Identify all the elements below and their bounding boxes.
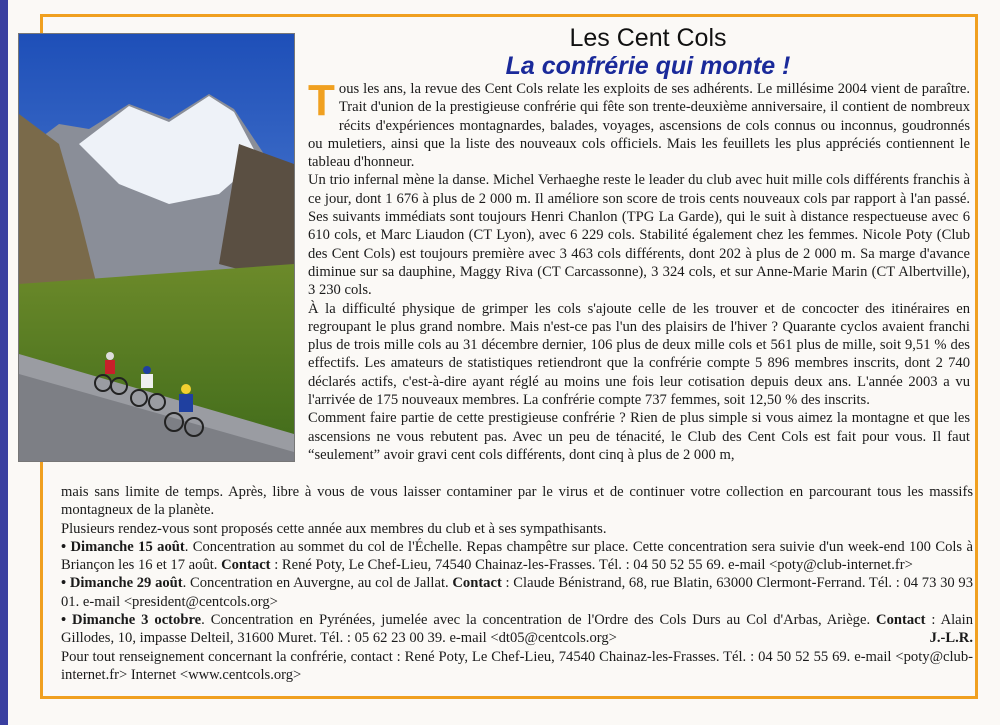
article-header bbox=[423, 24, 873, 80]
article-column bbox=[308, 76, 970, 464]
event-item: • Dimanche 15 août. Concentration au sommet du col de l'Échelle. Repas champêtre sur place. Cette concentration sera suivie d'un week-end 100 Cols à Briançon les 16 et 17 août. Contact : René Poty, Le Chef-Lieu, 74540 Chainaz-les-Frasses. Tél. : 04 50 52 55 69. e-mail <poty@club-internet.fr> bbox=[61, 538, 973, 574]
paragraph-membership: Comment faire partie de cette prestigieuse confrérie ? Rien de plus simple si vous aimez la montagne et que les ascensions ne vous rebutent pas. Avec un peu de ténacité, le Club des Cent Cols est fait pour vous. Il faut “seulement” avoir gravi cent cols différents, dont cinq à plus de 2 000 m, bbox=[308, 410, 970, 463]
author-signature: J.-L.R. bbox=[929, 630, 973, 647]
paragraph-leaders: Un trio infernal mène la danse. Michel Verhaeghe reste le leader du club avec huit mille cols différents franchis à ce jour, dont 1 676 à plus de 2 000 m. Il améliore son score de trois cents nouveaux cols par rapport à l'an passé. Ses suivants immédiats sont toujours Henri Chanlon (TPG La Garde), qui le suit à distance respectueuse avec 6 610 cols, et Marc Liaudon (CT Lyon), avec 6 229 cols. Stabilité également chez les femmes. Nicole Poty (Club des Cent Cols) est toujours première avec 3 463 cols différents, dont 202 à plus de 2 000 m. Sa marge d'avance diminue sur sa dauphine, Maggy Riva (CT Carcassonne), 3 324 cols, et sur Anne-Marie Marin (CT Albertville), 3 230 cols. bbox=[308, 172, 970, 299]
cyclists-mountain-photo bbox=[18, 33, 295, 462]
paragraph-events-intro: Plusieurs rendez-vous sont proposés cette année aux membres du club et à ses sympathisants. bbox=[61, 520, 607, 537]
drop-cap: T bbox=[308, 76, 335, 125]
magazine-page bbox=[8, 0, 1000, 725]
paragraph-statistics: À la difficulté physique de grimper les cols s'ajoute celle de les trouver et de concocter des itinéraires en regroupant le plus grand nombre. Mais n'est-ce pas l'un des plaisirs de l'hiver ? Quarante cyclos avaient franchi plus de trois mille cols au 31 décembre dernier, 106 plus de deux mille cols et 561 plus de mille, soit 9,51 % des effectifs. Les amateurs de statistiques retiendront que la confrérie compte 5 896 membres inscrits, dont 2 740 déclarés actifs, c'est-à-dire ayant réglé au moins une fois leur cotisation depuis deux ans. L'année 2003 a vu l'arrivée de 175 nouveaux membres. La confrérie compte 737 femmes, soit 12,50 % des inscrits. bbox=[308, 300, 970, 409]
article-full-width bbox=[61, 483, 973, 684]
paragraph-intro: Tous les ans, la revue des Cent Cols relate les exploits de ses adhérents. Le millésime 2004 vient de paraître. Trait d'union de la prestigieuse confrérie qui fête son trente-deuxième anniversaire, il contient de nombreux récits d'expériences montagnardes, balades, voyages, ascensions de cols connus ou inconnus, goudronnés ou muletiers, ainsi que la liste des nouveaux cols officiels. Mais les feuillets les plus appréciés contiennent le tableau d'honneur. bbox=[308, 76, 970, 171]
event-item: • Dimanche 29 août. Concentration en Auvergne, au col de Jallat. Contact : Claude Bénistrand, 68, rue Blatin, 63000 Clermont-Ferrand. Tél. : 04 73 30 93 01. e-mail <president@centcols.org> bbox=[61, 575, 974, 610]
paragraph-footer-contact: Pour tout renseignement concernant la confrérie, contact : René Poty, Le Chef-Lieu, 74540 Chainaz-les-Frasses. Tél. : 04 50 52 55 69. e-mail <poty@club-internet.fr> Internet <www.centcols.org> bbox=[61, 648, 973, 683]
article-title: Les Cent Cols bbox=[569, 24, 727, 52]
event-item: • Dimanche 3 octobre. Concentration en Pyrénées, jumelée avec la concentration de l'Ordre des Cols Durs au Col d'Arbas, Ariège. Contact : Alain Gillodes, 10, impasse Delteil, 31600 Muret. Tél. : 05 62 23 00 39. e-mail <dt05@centcols.org> J.-L.R. bbox=[61, 612, 973, 647]
paragraph-membership-end: mais sans limite de temps. Après, libre à vous de vous laisser contaminer par le virus et de continuer votre collection en parcourant tous les massifs montagneux de la planète. bbox=[61, 484, 973, 519]
article-subtitle: La confrérie qui monte ! bbox=[505, 52, 791, 80]
